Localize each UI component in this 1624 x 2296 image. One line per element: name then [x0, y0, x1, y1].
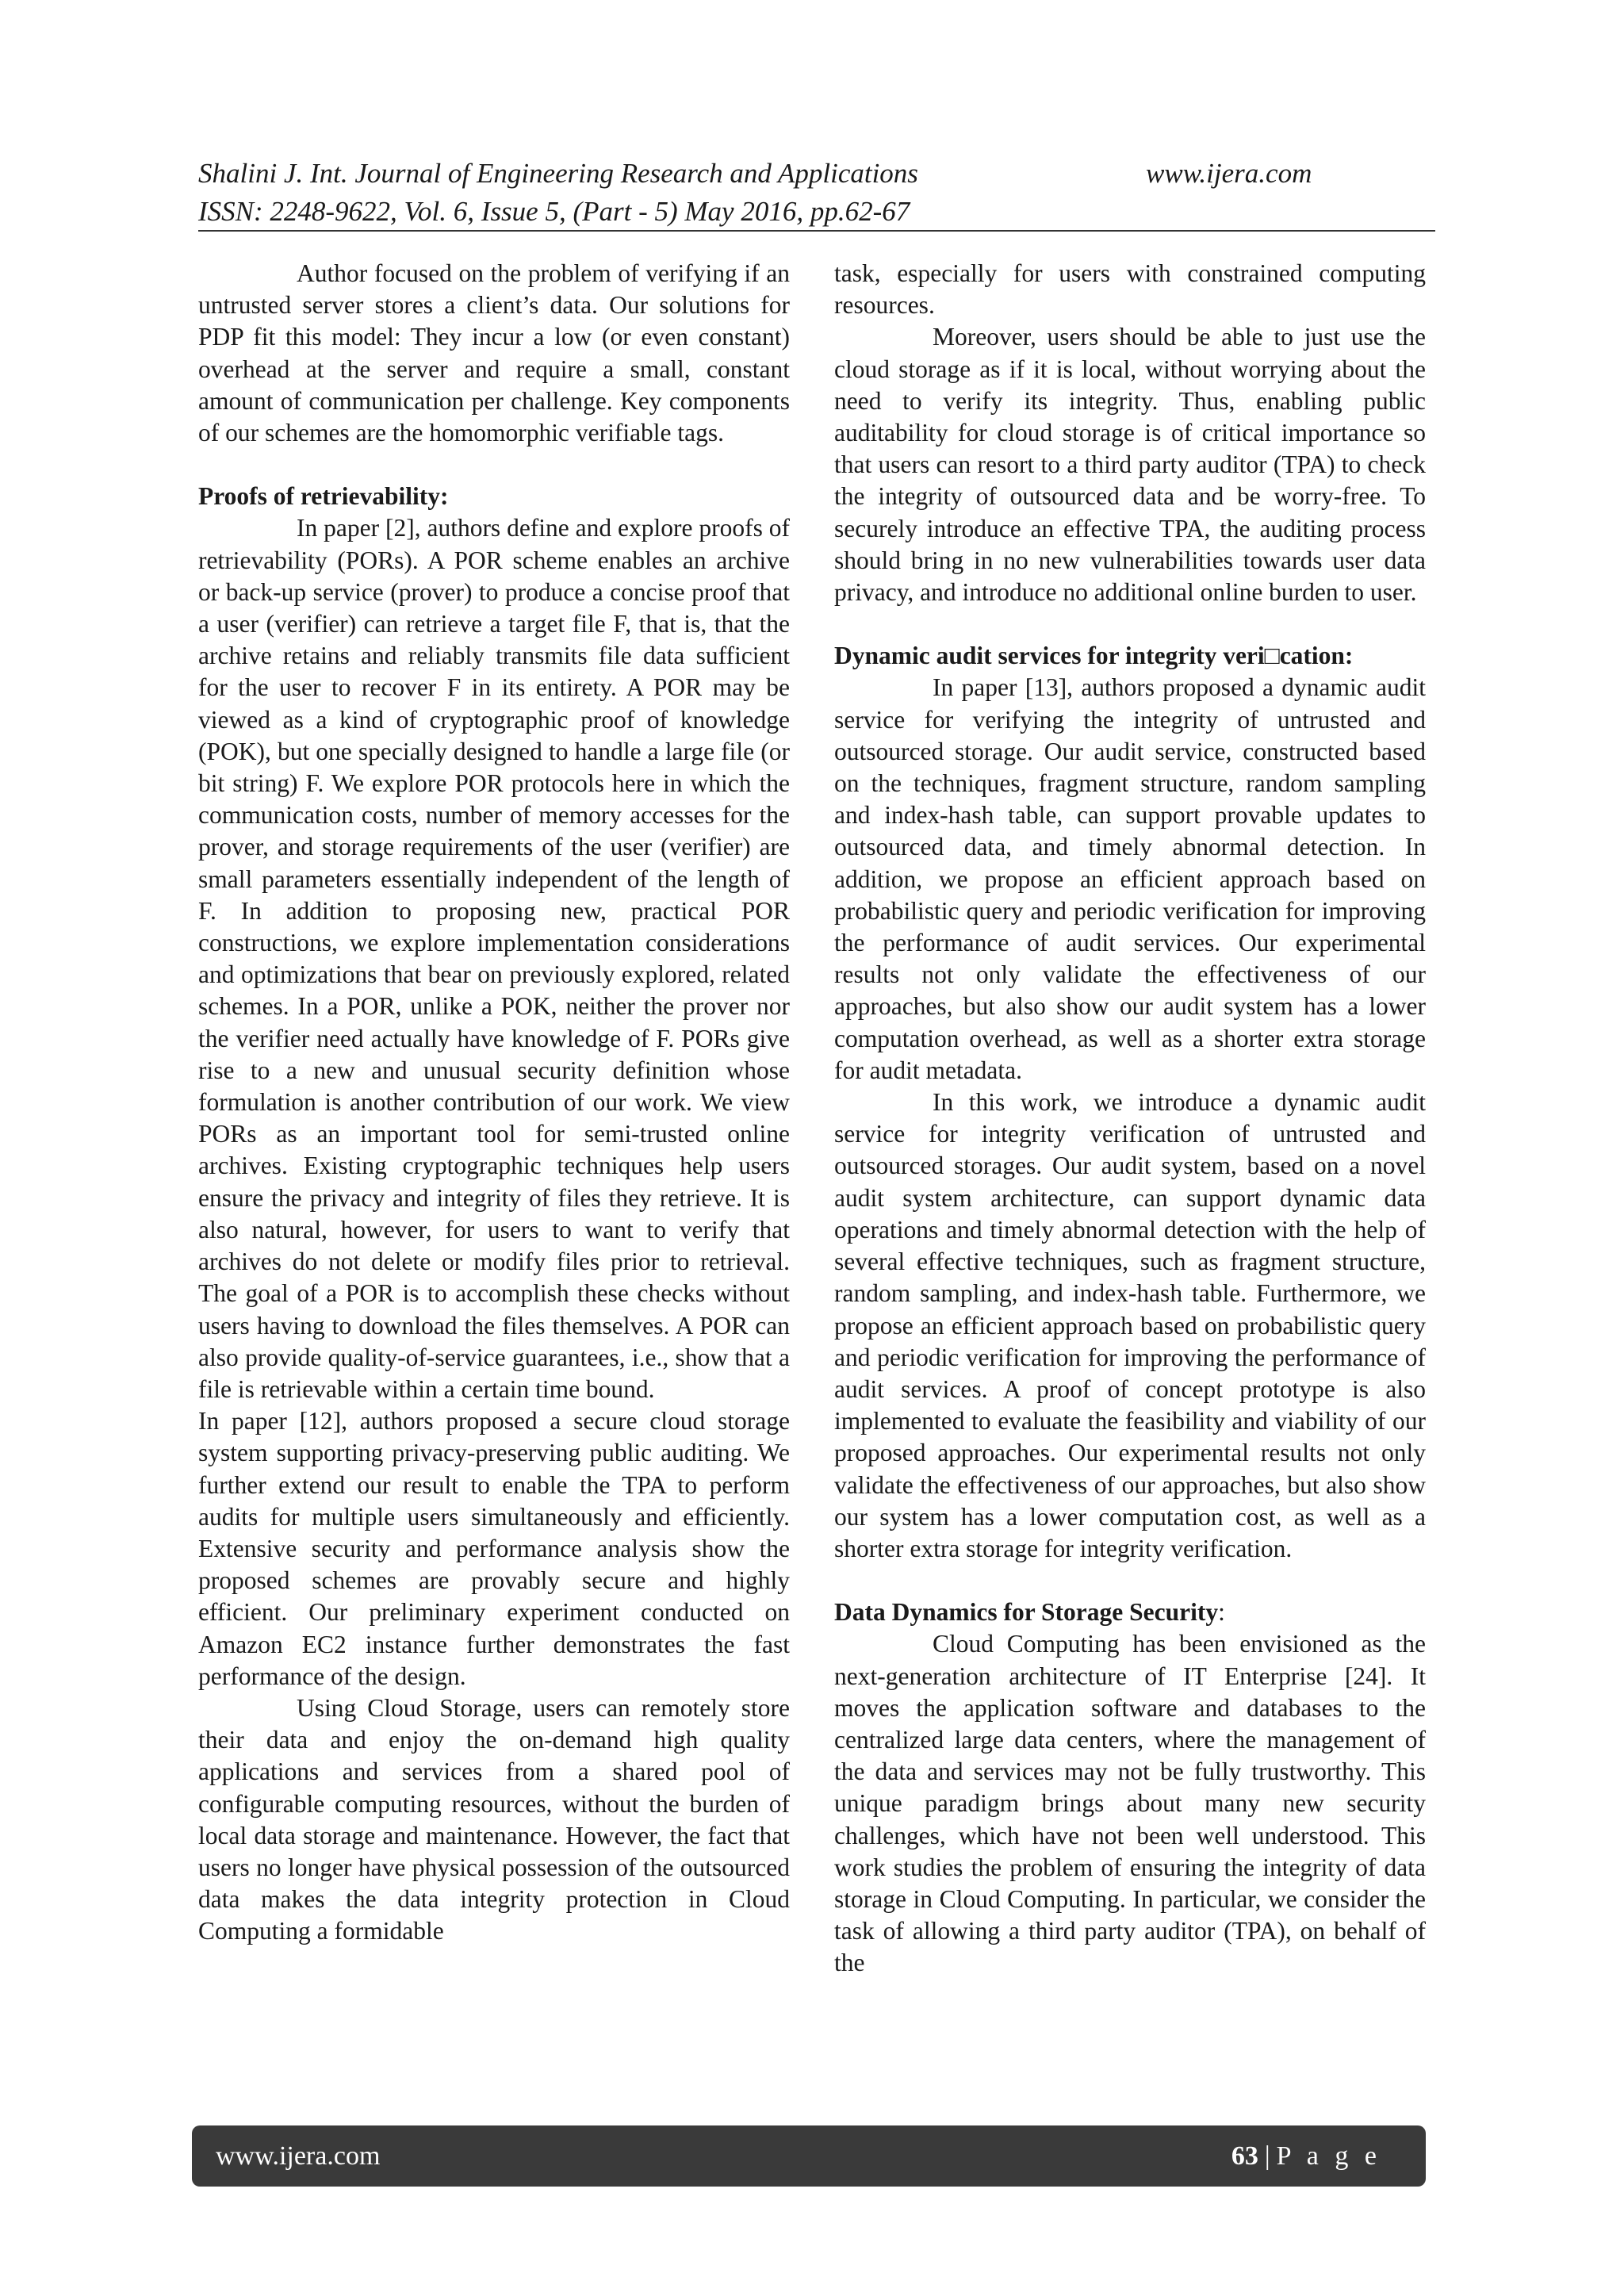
page-header: [198, 155, 1435, 231]
paragraph-spacer: [834, 608, 1426, 640]
paragraph: task, especially for users with constrained computing resources.: [834, 259, 1426, 320]
section-heading: [834, 1596, 1426, 1628]
paragraph: Author focused on the problem of verifying if an untrusted server stores a client’s data. Our solutions for PDP fit this model: They incur a low (or even constant) overhead at the server and require a small, constant amount of communication per challenge. Key components of our schemes are the homomorphic verifiable tags.: [198, 259, 790, 447]
left-column: [198, 258, 790, 1948]
issn-line: ISSN: 2248-9622, Vol. 6, Issue 5, (Part - 5) May 2016, pp.62-67: [198, 196, 910, 227]
paragraph: In paper [12], authors proposed a secure cloud storage system supporting privacy-preserving public auditing. We further extend our result to enable the TPA to perform audits for multiple users simultaneously and efficiently. Extensive security and performance analysis show the proposed schemes are provably secure and highly efficient. Our preliminary experiment conducted on Amazon EC2 instance further demonstrates the fast performance of the design.: [198, 1407, 790, 1690]
paragraph: Using Cloud Storage, users can remotely store their data and enjoy the on-demand high quality applications and services from a shared pool of configurable computing resources, without the burden of local data storage and maintenance. However, the fact that users no longer have physical possession of the outsourced data makes the data integrity protection in Cloud Computing a formidable: [198, 1693, 790, 1945]
page-label: P a g e: [1276, 2141, 1381, 2171]
paragraph: Cloud Computing has been envisioned as the next-generation architecture of IT Enterprise [24]. It moves the application software and databases to the centralized large data centers, where the management of the data and services may not be fully trustworthy. This unique paradigm brings about many new security challenges, which have not been well understood. This work studies the problem of ensuring the integrity of data storage in Cloud Computing. In particular, we consider the task of allowing a third party auditor (TPA), on behalf of the: [834, 1630, 1426, 1977]
section-heading: Proofs of retrievability:: [198, 482, 449, 511]
paragraph: In paper [2], authors define and explore proofs of retrievability (PORs). A POR scheme enables an archive or back-up service (prover) to produce a concise proof that a user (verifier) can retrieve a target file F, that is, that the archive retains and reliably transmits file data sufficient for the user to recover F in its entirety. A POR may be viewed as a kind of cryptographic proof of knowledge (POK), but one specially designed to handle a large file (or bit string) F. We explore POR protocols here in which the communication costs, number of memory accesses for the prover, and storage requirements of the user (verifier) are small parameters essentially independent of the length of F. In addition to proposing new, practical POR constructions, we explore implementation considerations and optimizations that bear on previously explored, related schemes. In a POR, unlike a POK, neither the prover nor the verifier need actually have knowledge of F. PORs give rise to a new and unusual security definition whose formulation is another contribution of our work. We view PORs as an important tool for semi-trusted online archives. Existing cryptographic techniques help users ensure the privacy and integrity of files they retrieve. It is also natural, however, for users to want to verify that archives do not delete or modify files prior to retrieval. The goal of a POR is to accomplish these checks without users having to download the files themselves. A POR can also provide quality-of-service guarantees, i.e., show that a file is retrievable within a certain time bound.: [198, 514, 790, 1403]
header-line-1: [198, 155, 1435, 193]
page-indicator: [1231, 2125, 1381, 2187]
section-heading: Dynamic audit services for integrity veri□cation:: [834, 642, 1354, 670]
heading-colon: :: [1218, 1598, 1225, 1627]
paragraph: In paper [13], authors proposed a dynamic audit service for verifying the integrity of untrusted and outsourced storage. Our audit service, constructed based on the techniques, fragment structure, random sampling and index-hash table, can support provable updates to outsourced data, and timely abnormal detection. In addition, we propose an efficient approach based on probabilistic query and periodic verification for improving the performance of audit services. Our experimental results not only validate the effectiveness of our approaches, but also show our audit system has a lower computation overhead, as well as a shorter extra storage for audit metadata.: [834, 673, 1426, 1084]
right-column: [834, 258, 1426, 1980]
paragraph: Moreover, users should be able to just use the cloud storage as if it is local, without worrying about the need to verify its integrity. Thus, enabling public auditability for cloud storage is of critical importance so that users can resort to a third party auditor (TPA) to check the integrity of outsourced data and be worry-free. To securely introduce an effective TPA, the auditing process should bring in no new vulnerabilities towards user data privacy, and introduce no additional online burden to user.: [834, 323, 1426, 607]
paragraph-spacer: [198, 449, 790, 481]
footer-website-link[interactable]: www.ijera.com: [216, 2141, 381, 2171]
page-separator: |: [1264, 2141, 1270, 2171]
page-number: 63: [1231, 2141, 1258, 2171]
paragraph: In this work, we introduce a dynamic audit service for integrity verification of untrusted and outsourced storages. Our audit system, based on a novel audit system architecture, can support dynamic data operations and timely abnormal detection with the help of several effective techniques, such as fragment structure, random sampling, and index-hash table. Furthermore, we propose an efficient approach based on probabilistic query and periodic verification for improving the performance of audit services. A proof of concept prototype is also implemented to evaluate the feasibility and viability of our proposed approaches. Our experimental results not only validate the effectiveness of our approaches, but also show our system has a lower computation cost, as well as a shorter extra storage for integrity verification.: [834, 1088, 1426, 1562]
paragraph-spacer: [834, 1565, 1426, 1596]
page-footer: [192, 2125, 1426, 2187]
section-heading-text: Data Dynamics for Storage Security: [834, 1598, 1219, 1627]
header-website-link[interactable]: www.ijera.com: [1146, 158, 1312, 189]
journal-title: Shalini J. Int. Journal of Engineering Research and Applications: [198, 158, 918, 189]
header-divider: [198, 230, 1435, 232]
